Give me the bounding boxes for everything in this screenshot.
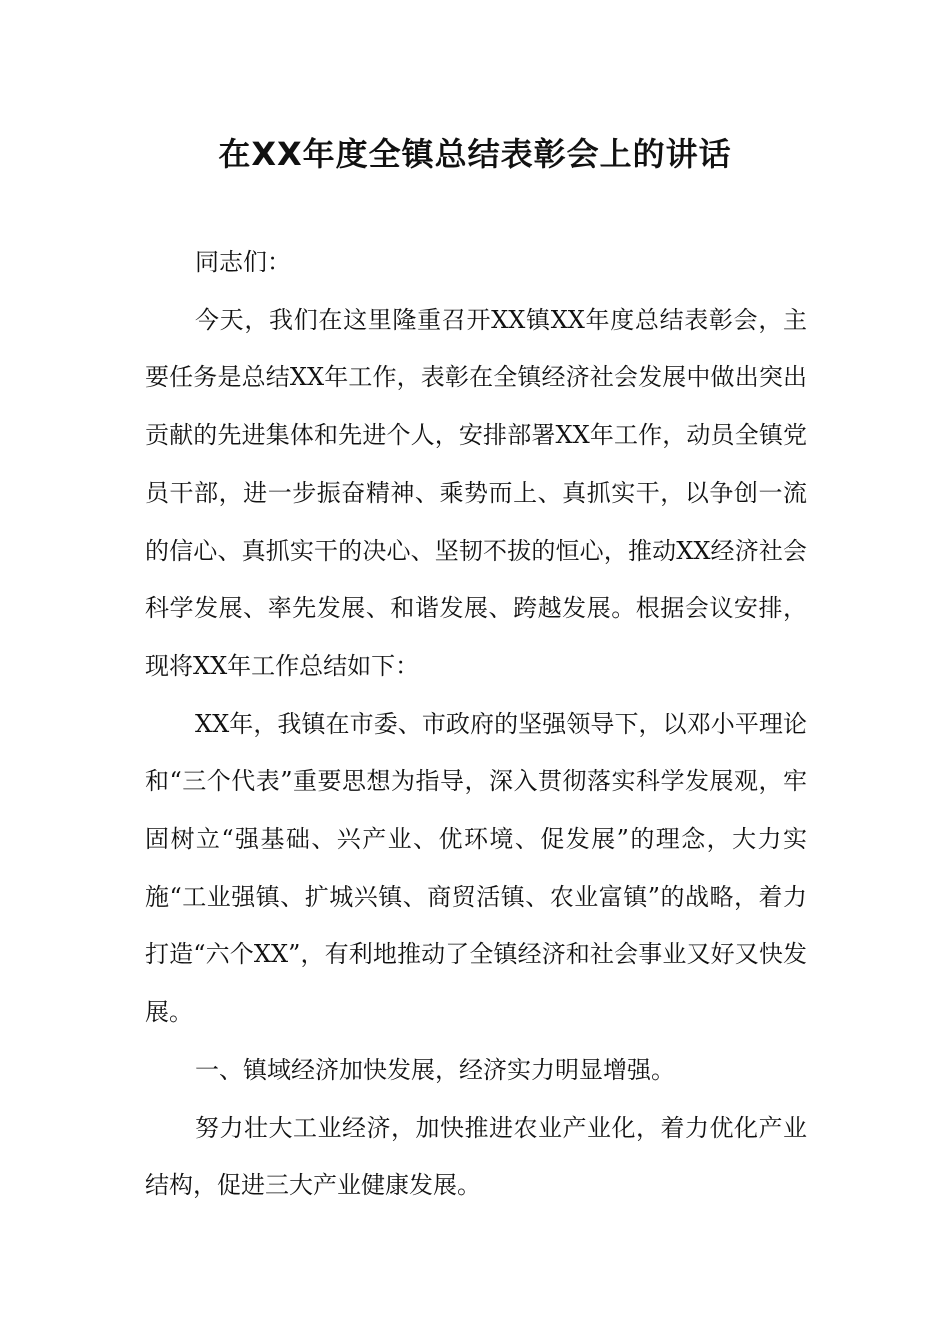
document-title: 在XX年度全镇总结表彰会上的讲话	[218, 135, 732, 173]
paragraph-overview: XX年，我镇在市委、市政府的坚强领导下，以邓小平理论和“三个代表”重要思想为指导，深入贯彻落实科学发展观，牢固树立“强基础、兴产业、优环境、促发展”的理念，大力实施“工业强镇、扩城兴镇、商贸活镇、农业富镇”的战略，着力打造“六个XX”，有利地推动了全镇经济和社会事业又好又快发展。	[145, 709, 807, 1027]
section-heading-1: 一、镇域经济加快发展，经济实力明显增强。	[195, 1055, 675, 1084]
paragraph-section-1: 努力壮大工业经济，加快推进农业产业化，着力优化产业结构，促进三大产业健康发展。	[145, 1113, 807, 1200]
paragraph-salutation: 同志们：	[195, 248, 291, 276]
document-body	[145, 234, 807, 1215]
paragraph-opening: 今天，我们在这里隆重召开XX镇XX年度总结表彰会，主要任务是总结XX年工作，表彰在全镇经济社会发展中做出突出贡献的先进集体和先进个人，安排部署XX年工作，动员全镇党员干部，进一步振奋精神、乘势而上、真抓实干，以争创一流的信心、真抓实干的决心、坚韧不拔的恒心，推动XX经济社会科学发展、率先发展、和谐发展、跨越发展。根据会议安排，现将XX年工作总结如下：	[145, 305, 807, 680]
